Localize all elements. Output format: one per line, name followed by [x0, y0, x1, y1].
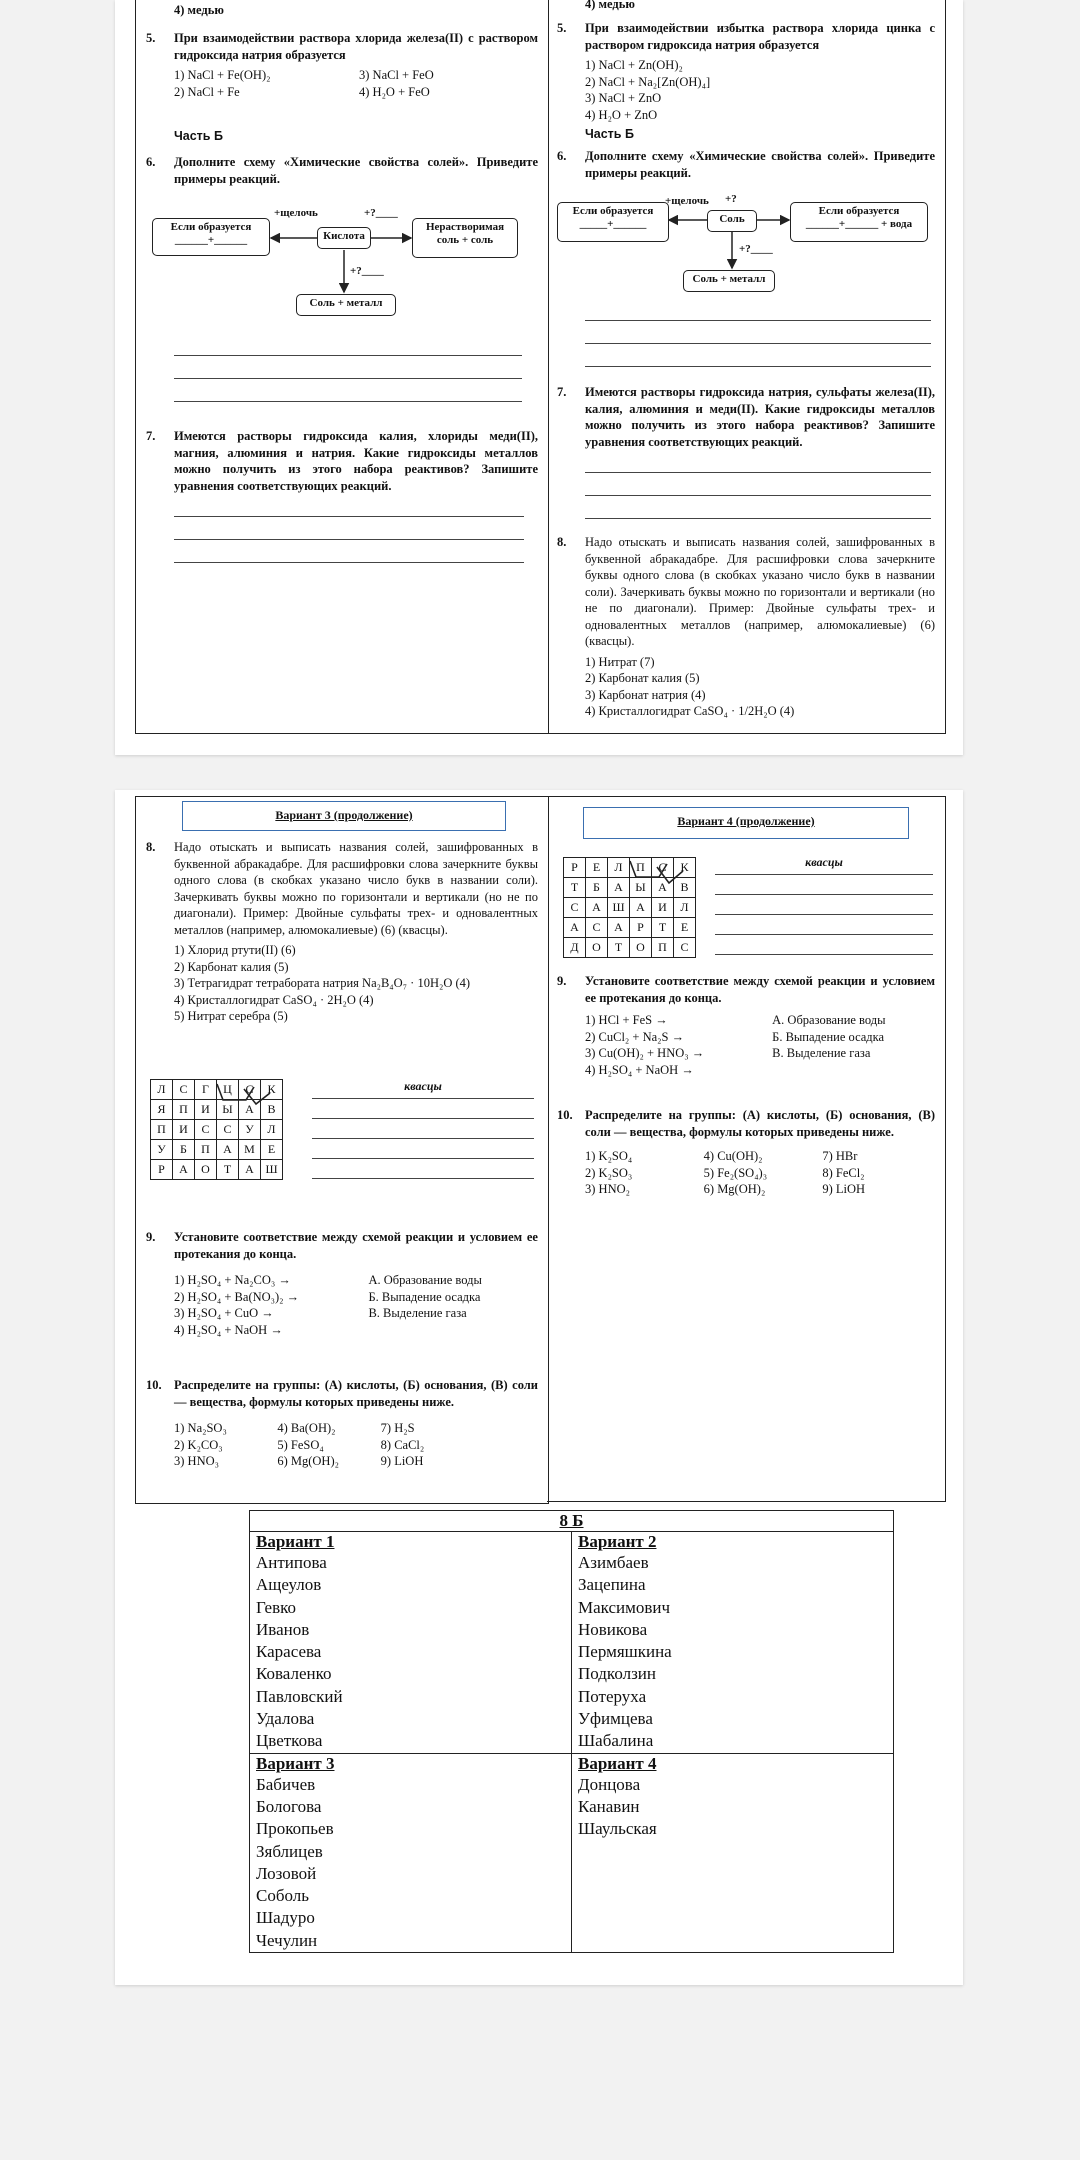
variant4-column [547, 0, 946, 734]
answer-lines-q7 [585, 472, 931, 519]
grid-cell: Л [608, 858, 630, 878]
answer-lines-q6 [585, 298, 931, 367]
student-name: Бабичев [256, 1774, 316, 1794]
student-name: Потеруха [578, 1686, 647, 1706]
previous-option: 4) медью [174, 3, 224, 17]
grid-cell: В [674, 878, 696, 898]
salt-properties-scheme [136, 0, 548, 358]
grid-cell: С [586, 918, 608, 938]
student-name: Карасева [256, 1642, 322, 1662]
question-6: 6. Дополните схему «Химические свойства солей». Приведите примеры реакций. [557, 149, 935, 180]
student-name: Пермяшкина [578, 1642, 672, 1662]
grid-cell: Ы [217, 1100, 239, 1120]
student-name: Лозовой [256, 1863, 317, 1883]
grid-cell: А [586, 898, 608, 918]
scheme-label-unknown-top: +?____ [364, 207, 398, 219]
question-5: 5. При взаимодействии раствора хлорида железа(II) с раствором гидроксида натрия образуется 1) NaCl + Fe(OH)₂ 3) NaCl + FeO 2) NaCl + Fe 4) H₂O + FeO [146, 31, 538, 99]
student-name: Зяблицев [256, 1841, 323, 1861]
scheme-label-alkali: +щелочь [274, 207, 318, 219]
question-5: 5. При взаимодействии избытка раствора хлорида цинка с раствором гидроксида натрия образуется 1) NaCl + Zn(OH)₂ 2) NaCl + Na₂[Zn(OH)₄] 3) NaCl + ZnO 4) H₂O + ZnO [557, 21, 935, 122]
variant4-continuation-column [547, 796, 946, 1502]
grid-cell: С [564, 898, 586, 918]
grid-cell: К [261, 1080, 283, 1100]
student-name: Шаульская [578, 1819, 657, 1839]
grid-cell: П [173, 1100, 195, 1120]
variant3-continuation-column [135, 796, 549, 1504]
student-name: Донцова [578, 1774, 641, 1794]
variant-4-heading: Вариант 4 [578, 1753, 657, 1773]
grid-cell: О [630, 938, 652, 958]
grid-cell: Л [674, 898, 696, 918]
variant3-banner: Вариант 3 (продолжение) [182, 801, 506, 831]
student-name: Шабалина [578, 1731, 654, 1751]
student-name: Иванов [256, 1619, 310, 1639]
grid-cell: А [608, 918, 630, 938]
student-name: Бологова [256, 1796, 322, 1816]
grid-cell: И [652, 898, 674, 918]
scheme-label-unknown-top: +? [725, 193, 737, 205]
question-10: 10. Распределите на группы: (А) кислоты, (Б) основания, (В) соли — вещества, формулы которых приведены ниже. 1) K₂SO₄ 4) Cu(OH)₂ 7) HBr 2) K₂SO₃ 5) Fe₂(SO₄)₃ 8) FeCl₂ 3) HNO₂ 6) Mg(OH)₂ 9) LiOH [557, 1108, 935, 1196]
grid-cell: Д [564, 938, 586, 958]
class-roster-table [249, 1510, 894, 1953]
variant3-column [135, 0, 549, 734]
part-b-heading: Часть Б [585, 127, 634, 141]
student-name: Удалова [256, 1709, 315, 1729]
previous-option: 4) медью [585, 0, 635, 11]
grid-cell: С [195, 1120, 217, 1140]
student-name: Шадуро [256, 1908, 315, 1928]
question-7: 7. Имеются растворы гидроксида калия, хлориды меди(II), магния, алюминия и натрия. Какие гидроксиды металлов можно получить из этого набора реактивов? Запишите уравнения соответствующих реакций. [146, 428, 538, 563]
question-9: 9. Установите соответствие между схемой реакции и условием ее протекания до конца. 1) HCl + FeS → 2) CuCl₂ + Na₂S → 3) Cu(OH)₂ + HNO₃ → 4) H₂SO₄ + NaOH → А. Образование воды Б. Выпадение осадка В. Выделение газа [557, 974, 935, 1077]
student-name: Соболь [256, 1886, 310, 1906]
grid-cell: У [151, 1140, 173, 1160]
answer-lines-q7 [174, 516, 524, 563]
answer-lines-q8: квасцы [312, 1079, 534, 1179]
grid-cell: С [239, 1080, 261, 1100]
scheme-label-alkali: +щелочь [665, 195, 709, 207]
grid-cell: С [217, 1120, 239, 1140]
student-name: Канавин [578, 1796, 640, 1816]
part-b-heading: Часть Б [174, 129, 223, 143]
grid-cell: А [239, 1100, 261, 1120]
variant-2-heading: Вариант 2 [578, 1532, 657, 1551]
grid-cell: Я [151, 1100, 173, 1120]
grid-cell: В [261, 1100, 283, 1120]
question-9: 9. Установите соответствие между схемой реакции и условием ее протекания до конца. 1) H₂SO₄ + Na₂CO₃ → 2) H₂SO₄ + Ba(NO₃)₂ → 3) H₂SO₄ + CuO → 4) H₂SO₄ + NaOH → А. Образование воды Б. Выпадение осадка В. Выделение газа [146, 1230, 538, 1337]
grid-cell: Л [151, 1080, 173, 1100]
grid-cell: Е [261, 1140, 283, 1160]
grid-cell: П [652, 938, 674, 958]
grid-cell: Л [261, 1120, 283, 1140]
grid-cell: М [239, 1140, 261, 1160]
variant-1-cell [250, 1532, 572, 1754]
student-name: Азимбаев [578, 1553, 649, 1572]
grid-cell: Ш [608, 898, 630, 918]
student-name: Антипова [256, 1553, 327, 1572]
scheme-box-if-formed-left: Если образуется _____+______ [557, 202, 669, 242]
student-name: Зацепина [578, 1575, 646, 1595]
grid-cell: Ы [630, 878, 652, 898]
grid-cell: Р [151, 1160, 173, 1180]
grid-cell: У [239, 1120, 261, 1140]
grid-cell: Т [564, 878, 586, 898]
grid-cell: С [674, 938, 696, 958]
variant-4-cell [572, 1753, 894, 1952]
question-7: 7. Имеются растворы гидроксида натрия, сульфаты железа(II), калия, алюминия и меди(II). Какие гидроксиды металлов можно получить из этого набора реактивов? Запишите уравнения соответствующих реакций. [557, 384, 935, 519]
scheme-label-unknown-down: +?____ [739, 243, 773, 255]
answer-lines-q6 [174, 333, 522, 402]
student-list [578, 1552, 887, 1753]
grid-cell: А [630, 898, 652, 918]
grid-cell: О [586, 938, 608, 958]
grid-cell: А [564, 918, 586, 938]
grid-cell: А [217, 1140, 239, 1160]
grid-cell: С [652, 858, 674, 878]
salt-properties-scheme [547, 0, 945, 318]
scheme-box-insoluble-salt: Нерастворимая соль + соль [412, 218, 518, 258]
grid-cell: Р [564, 858, 586, 878]
student-name: Гевко [256, 1597, 297, 1617]
scheme-box-salt: Соль [707, 210, 757, 232]
grid-cell: А [652, 878, 674, 898]
grid-cell: А [239, 1160, 261, 1180]
grid-cell: П [195, 1140, 217, 1160]
grid-cell: Г [195, 1080, 217, 1100]
student-list [578, 1774, 887, 1841]
grid-cell: Т [217, 1160, 239, 1180]
student-name: Чечулин [256, 1930, 318, 1950]
variant4-banner: Вариант 4 (продолжение) [583, 807, 909, 839]
grid-cell: П [151, 1120, 173, 1140]
student-name: Коваленко [256, 1664, 332, 1684]
scheme-box-acid: Кислота [317, 227, 371, 249]
student-name: Уфимцева [578, 1709, 653, 1729]
student-list [256, 1552, 565, 1753]
grid-cell: Б [586, 878, 608, 898]
grid-cell: И [195, 1100, 217, 1120]
grid-cell: О [195, 1160, 217, 1180]
grid-cell: П [630, 858, 652, 878]
answer-lines-q8: квасцы [715, 855, 933, 955]
worksheet-page-1 [115, 0, 963, 755]
student-name: Максимович [578, 1597, 671, 1617]
student-name: Подколзин [578, 1664, 657, 1684]
scheme-box-salt-metal: Соль + металл [296, 294, 396, 316]
student-name: Новикова [578, 1619, 648, 1639]
student-name: Цветкова [256, 1731, 323, 1751]
grid-cell: Ц [217, 1080, 239, 1100]
scheme-box-if-formed: Если образуется ______+______ [152, 218, 270, 256]
question-10: 10. Распределите на группы: (А) кислоты, (Б) основания, (В) соли — вещества, формулы которых приведены ниже. 1) Na₂SO₃ 4) Ba(OH)₂ 7) H₂S 2) K₂CO₃ 5) FeSO₄ 8) CaCl₂ 3) HNO₃ 6) Mg(OH)₂ 9) LiOH [146, 1378, 538, 1468]
variant-3-cell [250, 1753, 572, 1952]
grid-cell: Е [674, 918, 696, 938]
variant-1-heading: Вариант 1 [256, 1532, 335, 1551]
question-8: 8. Надо отыскать и выписать названия солей, зашифрованных в буквенной абракадабре. Для расшифровки слова зачеркните буквы одного слова (в скобках указано число букв в названии соли). Зачеркивать буквы можно по горизонтали и вертикали (но не по диагонали). Пример: Двойные сульфаты трех- и одновалентных металлов (например, алюмокалиевые) (6) (квасцы). 1) Хлорид ртути(II) (6) 2) Карбонат калия (5) 3) Тетрагидрат тетрабората натрия Na₂B₄O₇ · 10H₂O (4) 4) Кристаллогидрат CaSO₄ · 2H₂O (4) 5) Нитрат серебра (5) [146, 840, 538, 1023]
grid-cell: Т [608, 938, 630, 958]
student-name: Павловский [256, 1686, 343, 1706]
grid-cell: А [608, 878, 630, 898]
grid-cell: Е [586, 858, 608, 878]
question-8: 8. Надо отыскать и выписать названия солей, зашифрованных в буквенной абракадабре. Для расшифровки слова зачеркните буквы одного слова (в скобках указано число букв в названии соли). Зачеркивать буквы можно по горизонтали и вертикали (но не по диагонали). Пример: Двойные сульфаты трех- и одновалентных металлов (например, алюмокалиевые) (6) (квасцы). 1) Нитрат (7) 2) Карбонат калия (5) 3) Карбонат натрия (4) 4) Кристаллогидрат CaSO₄ · 1/2H₂O (4) [557, 535, 935, 718]
grid-cell: Т [652, 918, 674, 938]
variant-2-cell [572, 1532, 894, 1754]
scheme-label-unknown-down: +?____ [350, 265, 384, 277]
student-name: Прокопьев [256, 1819, 334, 1839]
student-name: Ащеулов [256, 1575, 322, 1595]
grid-cell: Р [630, 918, 652, 938]
question-6: 6. Дополните схему «Химические свойства солей». Приведите примеры реакций. [146, 155, 538, 186]
grid-cell: С [173, 1080, 195, 1100]
grid-cell: К [674, 858, 696, 878]
grid-cell: Ш [261, 1160, 283, 1180]
scheme-box-if-formed-right: Если образуется ______+______ + вода [790, 202, 928, 242]
class-title: 8 Б [250, 1511, 894, 1532]
scheme-box-salt-metal: Соль + металл [683, 270, 775, 292]
student-list [256, 1774, 565, 1952]
variant-3-heading: Вариант 3 [256, 1753, 335, 1773]
grid-cell: Б [173, 1140, 195, 1160]
grid-cell: А [173, 1160, 195, 1180]
grid-cell: И [173, 1120, 195, 1140]
